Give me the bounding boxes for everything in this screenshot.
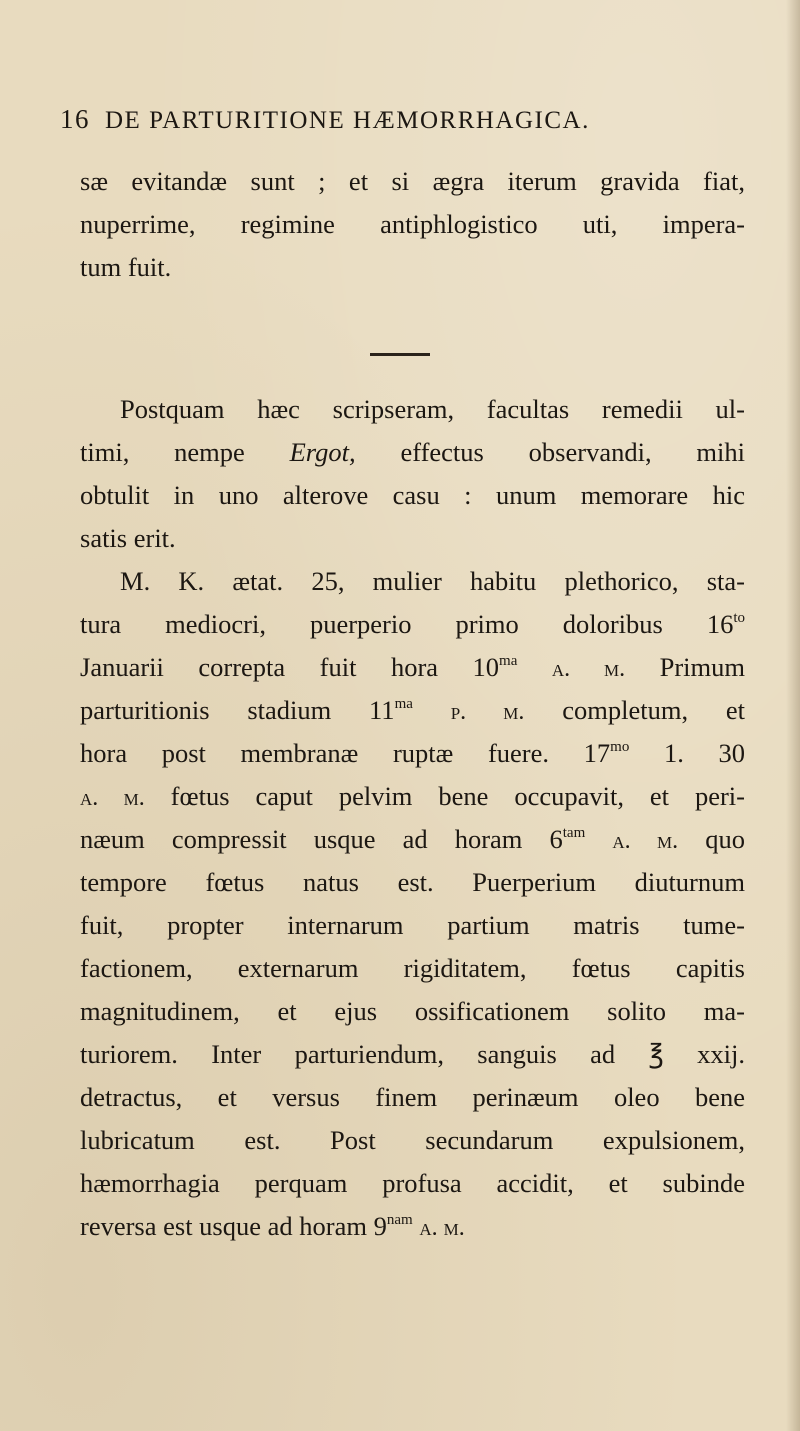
- text-segment: effectus observandi, mihi: [355, 437, 745, 467]
- text-line: nuperrime, regimine antiphlogistico uti, impera-: [80, 209, 745, 239]
- superscript: ma: [394, 696, 413, 712]
- text-segment: timi, nempe: [80, 437, 290, 467]
- text-segment: completum, et: [524, 695, 745, 725]
- text-line: [80, 775, 745, 818]
- text-segment: næum compressit usque ad horam 6: [80, 824, 563, 854]
- text-line: [80, 732, 745, 775]
- text-segment: tura mediocri, puerperio primo doloribus 16: [80, 609, 734, 639]
- time-abbrev: a. m.: [551, 656, 626, 682]
- superscript: nam: [386, 1212, 413, 1228]
- text-segment: fœtus caput pelvim bene occupavit, et peri-: [144, 781, 745, 811]
- section-divider: [370, 353, 430, 356]
- text-line: obtulit in uno alterove casu : unum memorare hic: [80, 480, 745, 510]
- text-segment: quo: [678, 824, 745, 854]
- text-line: M. K. ætat. 25, mulier habitu plethorico, sta-: [120, 566, 745, 596]
- text-line: hæmorrhagia perquam profusa accidit, et subinde: [80, 1168, 745, 1198]
- text-line: [80, 431, 745, 474]
- superscript: tam: [562, 825, 586, 841]
- text-segment: parturitionis stadium 11: [80, 695, 395, 725]
- text-line: sæ evitandæ sunt ; et si ægra iterum gravida fiat,: [80, 166, 745, 196]
- page-edge-shadow: [786, 0, 800, 1431]
- superscript: to: [733, 610, 745, 626]
- text-line: tum fuit.: [80, 252, 172, 282]
- text-line: factionem, externarum rigiditatem, fœtus capitis: [80, 953, 745, 983]
- time-abbrev: a. m.: [419, 1215, 465, 1241]
- text-segment: reversa est usque ad horam 9: [80, 1211, 387, 1241]
- text-segment: 1. 30: [629, 738, 746, 768]
- running-head: [60, 104, 740, 144]
- text-line: lubricatum est. Post secundarum expulsionem,: [80, 1125, 745, 1155]
- paragraph-2: [80, 388, 745, 560]
- text-line: turiorem. Inter parturiendum, sanguis ad ℥ xxij.: [80, 1039, 745, 1069]
- text-segment: Primum: [625, 652, 746, 682]
- paragraph-1: [80, 160, 745, 289]
- superscript: ma: [499, 653, 518, 669]
- text-line: [80, 1205, 745, 1248]
- running-title: DE PARTURITIONE HÆMORRHAGICA.: [105, 107, 590, 134]
- time-abbrev: a. m.: [612, 828, 679, 854]
- time-abbrev: p. m.: [450, 699, 525, 725]
- text-line: [80, 603, 745, 646]
- text-line: fuit, propter internarum partium matris tume-: [80, 910, 745, 940]
- text-line: magnitudinem, et ejus ossificationem solito ma-: [80, 996, 745, 1026]
- italic-term: Ergot,: [289, 437, 356, 467]
- text-line: detractus, et versus finem perinæum oleo bene: [80, 1082, 745, 1112]
- time-abbrev: a. m.: [80, 785, 145, 811]
- page-number: 16: [60, 104, 90, 134]
- superscript: mo: [610, 739, 630, 755]
- text-line: Postquam hæc scripseram, facultas remedii ul-: [120, 394, 745, 424]
- text-line: [80, 818, 745, 861]
- text-line: [80, 689, 745, 732]
- text-line: [80, 646, 745, 689]
- text-line: satis erit.: [80, 523, 176, 553]
- text-segment: hora post membranæ ruptæ fuere. 17: [80, 738, 611, 768]
- text-line: tempore fœtus natus est. Puerperium diuturnum: [80, 867, 745, 897]
- paragraph-3: [80, 560, 745, 1248]
- text-segment: Januarii correpta fuit hora 10: [80, 652, 500, 682]
